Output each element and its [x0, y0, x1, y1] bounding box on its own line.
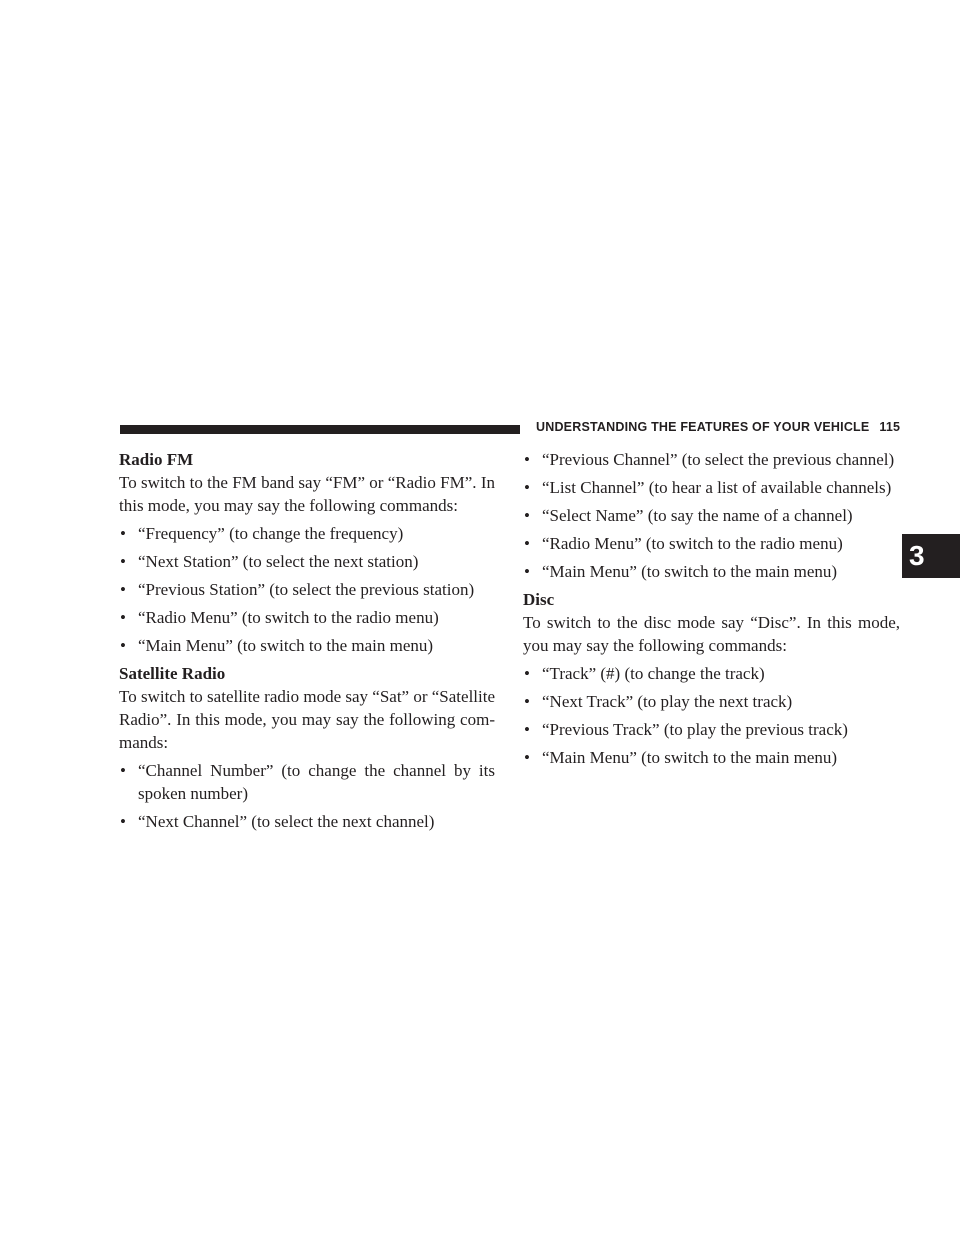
- section-tab: 3: [902, 534, 960, 578]
- bullet: •: [524, 450, 530, 469]
- satellite-radio-command-list: [119, 759, 495, 833]
- bullet: •: [120, 524, 126, 543]
- list-item: • “Channel Number” (to change the channel by its spoken number): [120, 761, 495, 803]
- disc-intro: To switch to the disc mode say “Disc”. In this mode, you may say the following commands:: [523, 613, 900, 655]
- list-item: • “Next Channel” (to select the next channel): [120, 812, 435, 831]
- list-item: • “Main Menu” (to switch to the main menu): [524, 562, 838, 581]
- bullet: •: [524, 478, 530, 497]
- bullet: •: [120, 608, 126, 627]
- disc-command-list: [523, 662, 900, 769]
- radio-fm-heading: Radio FM: [119, 450, 194, 469]
- list-item: • “Previous Channel” (to select the previous channel): [524, 450, 895, 469]
- list-item: • “Next Track” (to play the next track): [524, 692, 793, 711]
- header-title: UNDERSTANDING THE FEATURES OF YOUR VEHICLE: [536, 420, 870, 434]
- list-item: • “Radio Menu” (to switch to the radio menu): [120, 608, 439, 627]
- page-number: 115: [879, 420, 901, 434]
- bullet: •: [524, 748, 530, 767]
- bullet: •: [524, 562, 530, 581]
- list-item: • “Radio Menu” (to switch to the radio menu): [524, 534, 843, 553]
- bullet: •: [120, 580, 126, 599]
- running-header: [536, 420, 900, 434]
- bullet: •: [120, 636, 126, 655]
- bullet: •: [524, 692, 530, 711]
- list-item: • “Frequency” (to change the frequency): [120, 524, 404, 543]
- list-item: • “Main Menu” (to switch to the main menu): [120, 636, 434, 655]
- list-item: • “Main Menu” (to switch to the main menu): [524, 748, 838, 767]
- bullet: •: [524, 720, 530, 739]
- list-item: • “Previous Track” (to play the previous track): [524, 720, 848, 739]
- list-item: • “Track” (#) (to change the track): [524, 664, 765, 683]
- left-column: [119, 448, 495, 838]
- header-rule: [120, 425, 520, 434]
- list-item: • “Next Station” (to select the next station): [120, 552, 419, 571]
- disc-heading: Disc: [523, 590, 555, 609]
- radio-fm-intro: To switch to the FM band say “FM” or “Radio FM”. In this mode, you may say the following commands:: [119, 473, 495, 515]
- satellite-radio-heading: Satellite Radio: [119, 664, 226, 683]
- bullet: •: [120, 761, 126, 780]
- satellite-radio-command-list-cont: [523, 448, 900, 583]
- list-item: • “Select Name” (to say the name of a channel): [524, 506, 853, 525]
- list-item: • “Previous Station” (to select the previous station): [120, 580, 475, 599]
- bullet: •: [524, 664, 530, 683]
- right-column: [523, 448, 900, 774]
- bullet: •: [524, 506, 530, 525]
- bullet: •: [120, 552, 126, 571]
- satellite-radio-intro: To switch to satellite radio mode say “Sat” or “Satellite Radio”. In this mode, you may say the following com-mands:: [119, 687, 496, 752]
- radio-fm-command-list: [119, 522, 495, 657]
- bullet: •: [524, 534, 530, 553]
- list-item: • “List Channel” (to hear a list of available channels): [524, 478, 892, 497]
- bullet: •: [120, 812, 126, 831]
